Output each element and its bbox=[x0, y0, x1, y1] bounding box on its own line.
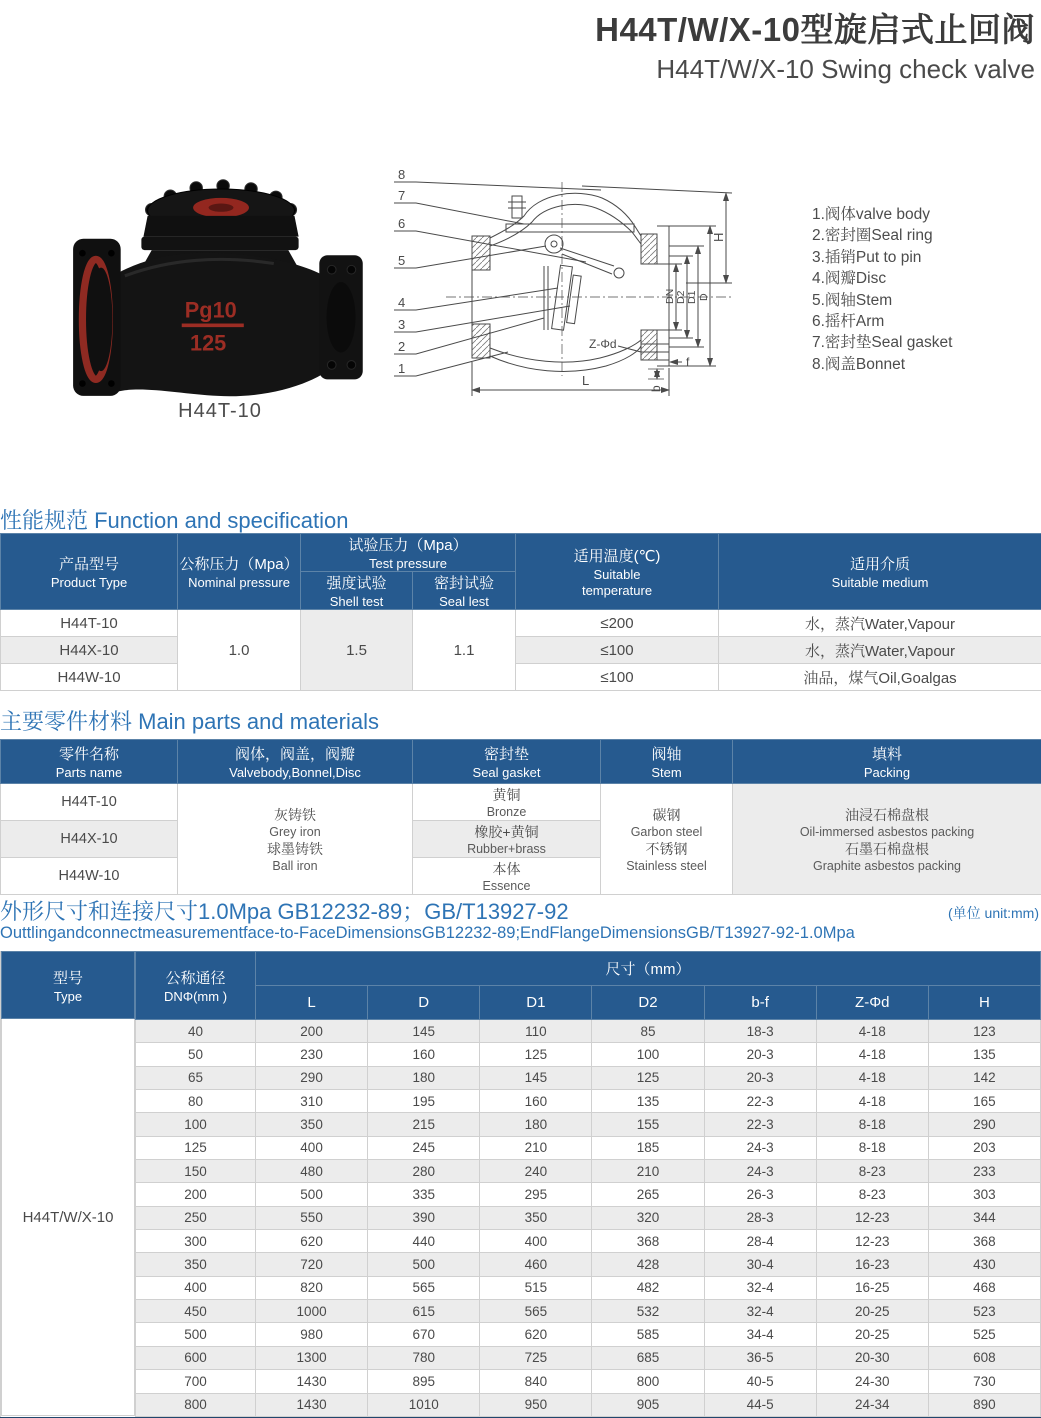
table-row bbox=[1, 610, 1041, 637]
col-product-type: 产品型号 Product Type bbox=[1, 534, 178, 610]
cell-zphid: 16-23 bbox=[816, 1253, 928, 1276]
cell-bf: 22-3 bbox=[704, 1113, 816, 1136]
cell-D: 670 bbox=[368, 1323, 480, 1346]
cell-L: 1430 bbox=[256, 1393, 368, 1416]
parts-list-item: 7.密封垫Seal gasket bbox=[812, 334, 953, 352]
cell-D1: 565 bbox=[480, 1300, 592, 1323]
table-row bbox=[136, 1393, 1041, 1416]
cell-L: 1000 bbox=[256, 1300, 368, 1323]
cell-D1: 295 bbox=[480, 1183, 592, 1206]
table-row bbox=[136, 1206, 1041, 1229]
cell-bf: 36-5 bbox=[704, 1346, 816, 1369]
cell-D2: 585 bbox=[592, 1323, 704, 1346]
cell-medium: 水，蒸汽Water,Vapour bbox=[719, 610, 1041, 637]
cell-D1: 110 bbox=[480, 1020, 592, 1043]
cell-nominal-pressure: 1.0 bbox=[178, 610, 301, 691]
col-nominal-diameter: 公称通径 DNΦ(mm ) bbox=[136, 952, 256, 1020]
cell-L: 200 bbox=[256, 1020, 368, 1043]
cell-D1: 950 bbox=[480, 1393, 592, 1416]
cell-H: 608 bbox=[928, 1346, 1040, 1369]
cell-bf: 40-5 bbox=[704, 1370, 816, 1393]
svg-text:125: 125 bbox=[190, 330, 227, 356]
svg-text:L: L bbox=[582, 373, 590, 388]
col-seal-test: 密封试验 Seal lest bbox=[413, 572, 516, 610]
svg-text:D: D bbox=[698, 293, 710, 301]
cell-D1: 515 bbox=[480, 1276, 592, 1299]
cell-D1: 840 bbox=[480, 1370, 592, 1393]
col-test-pressure: 试验压力（Mpa） Test pressure bbox=[301, 534, 516, 572]
cell-D: 615 bbox=[368, 1300, 480, 1323]
cell-H: 290 bbox=[928, 1113, 1040, 1136]
svg-text:D1: D1 bbox=[686, 290, 698, 304]
table-row bbox=[1, 637, 1041, 664]
cell-L: 720 bbox=[256, 1253, 368, 1276]
svg-text:8: 8 bbox=[398, 167, 406, 182]
cell-seal-test: 1.1 bbox=[413, 610, 516, 691]
cell-zphid: 12-23 bbox=[816, 1206, 928, 1229]
cell-zphid: 20-25 bbox=[816, 1300, 928, 1323]
cell-dn: 300 bbox=[136, 1230, 256, 1253]
table-row bbox=[136, 1090, 1041, 1113]
cell-gasket-material: 黄铜 Bronze bbox=[413, 784, 601, 821]
diagram-callout-numbers bbox=[398, 167, 405, 376]
table-row bbox=[136, 1276, 1041, 1299]
cell-D1: 240 bbox=[480, 1160, 592, 1183]
cell-dn: 250 bbox=[136, 1206, 256, 1229]
cell-D1: 460 bbox=[480, 1253, 592, 1276]
col-nominal-pressure: 公称压力（Mpa） Nominal pressure bbox=[178, 534, 301, 610]
cell-temp: ≤100 bbox=[516, 664, 719, 691]
parts-list-item: 5.阀轴Stem bbox=[812, 291, 893, 309]
cell-D: 215 bbox=[368, 1113, 480, 1136]
cell-D2: 368 bbox=[592, 1230, 704, 1253]
valve-photo bbox=[64, 158, 376, 398]
col-suitable-temperature: 适用温度(℃) Suitable temperature bbox=[516, 534, 719, 610]
cell-stem-material: 碳钢 Garbon steel 不锈钢 Stainless steel bbox=[601, 784, 733, 895]
cell-H: 203 bbox=[928, 1136, 1040, 1159]
cell-zphid: 20-30 bbox=[816, 1346, 928, 1369]
cell-zphid: 4-18 bbox=[816, 1066, 928, 1089]
svg-text:D2: D2 bbox=[675, 290, 687, 304]
cell-gasket-material: 橡胶+黄铜 Rubber+brass bbox=[413, 821, 601, 858]
cell-dn: 65 bbox=[136, 1066, 256, 1089]
col-dimension: D1 bbox=[480, 986, 592, 1020]
table-row bbox=[136, 1066, 1041, 1089]
table-row bbox=[136, 1370, 1041, 1393]
table-row bbox=[136, 1300, 1041, 1323]
dimensions-table bbox=[0, 951, 1041, 1418]
table-row bbox=[136, 1183, 1041, 1206]
cell-packing-material: 油浸石棉盘根 Oil-immersed asbestos packing 石墨石棉盘根 Graphite asbestos packing bbox=[733, 784, 1041, 895]
col-dimension: Z-Φd bbox=[816, 986, 928, 1020]
cell-D1: 125 bbox=[480, 1043, 592, 1066]
cell-D: 280 bbox=[368, 1160, 480, 1183]
cell-H: 430 bbox=[928, 1253, 1040, 1276]
cell-zphid: 4-18 bbox=[816, 1090, 928, 1113]
table-row bbox=[136, 1043, 1041, 1066]
cell-H: 303 bbox=[928, 1183, 1040, 1206]
cell-L: 350 bbox=[256, 1113, 368, 1136]
svg-text:b: b bbox=[649, 385, 663, 392]
cell-L: 1430 bbox=[256, 1370, 368, 1393]
cell-D2: 905 bbox=[592, 1393, 704, 1416]
cell-L: 1300 bbox=[256, 1346, 368, 1369]
cell-bf: 18-3 bbox=[704, 1020, 816, 1043]
cell-H: 890 bbox=[928, 1393, 1040, 1416]
page-header bbox=[595, 4, 1035, 85]
dims-unit-note: (单位 unit:mm) bbox=[948, 905, 1039, 921]
cell-dn: 400 bbox=[136, 1276, 256, 1299]
svg-text:6: 6 bbox=[398, 216, 406, 231]
cell-temp: ≤200 bbox=[516, 610, 719, 637]
cell-L: 400 bbox=[256, 1136, 368, 1159]
table-row bbox=[136, 1020, 1041, 1043]
col-suitable-medium: 适用介质 Suitable medium bbox=[719, 534, 1041, 610]
table-row bbox=[136, 1323, 1041, 1346]
svg-text:7: 7 bbox=[398, 188, 406, 203]
cell-dn: 50 bbox=[136, 1043, 256, 1066]
cell-D1: 180 bbox=[480, 1113, 592, 1136]
cell-zphid: 8-18 bbox=[816, 1113, 928, 1136]
cell-L: 290 bbox=[256, 1066, 368, 1089]
svg-text:H: H bbox=[711, 232, 726, 242]
table-row bbox=[136, 1253, 1041, 1276]
cell-D: 780 bbox=[368, 1346, 480, 1369]
cell-D1: 725 bbox=[480, 1346, 592, 1369]
col-dimension: D bbox=[368, 986, 480, 1020]
cell-dn: 500 bbox=[136, 1323, 256, 1346]
cell-H: 525 bbox=[928, 1323, 1040, 1346]
cell-bf: 24-3 bbox=[704, 1136, 816, 1159]
cell-H: 523 bbox=[928, 1300, 1040, 1323]
svg-text:1: 1 bbox=[398, 361, 406, 376]
cell-D1: 160 bbox=[480, 1090, 592, 1113]
parts-list-item: 6.摇杆Arm bbox=[812, 313, 885, 331]
cell-L: 980 bbox=[256, 1323, 368, 1346]
cell-bf: 20-3 bbox=[704, 1043, 816, 1066]
cell-zphid: 16-25 bbox=[816, 1276, 928, 1299]
cell-gasket-material: 本体 Essence bbox=[413, 858, 601, 895]
spec-section-title: 性能规范 Function and specification bbox=[0, 508, 349, 533]
col-shell-test: 强度试验 Shell test bbox=[301, 572, 413, 610]
col-packing: 填料 Packing bbox=[733, 740, 1041, 784]
cell-D2: 320 bbox=[592, 1206, 704, 1229]
cell-D2: 85 bbox=[592, 1020, 704, 1043]
cell-H: 123 bbox=[928, 1020, 1040, 1043]
parts-list bbox=[812, 204, 952, 375]
cell-bf: 32-4 bbox=[704, 1276, 816, 1299]
cell-bf: 26-3 bbox=[704, 1183, 816, 1206]
col-valvebody-bonnet-disc: 阀体，阀盖，阀瓣 Valvebody,Bonnel,Disc bbox=[178, 740, 413, 784]
cell-D: 895 bbox=[368, 1370, 480, 1393]
cell-medium: 水，蒸汽Water,Vapour bbox=[719, 637, 1041, 664]
parts-list-item: 3.插销Put to pin bbox=[812, 248, 922, 266]
cell-L: 310 bbox=[256, 1090, 368, 1113]
cell-dn: 150 bbox=[136, 1160, 256, 1183]
cell-bf: 22-3 bbox=[704, 1090, 816, 1113]
cell-dn: 80 bbox=[136, 1090, 256, 1113]
cell-D: 160 bbox=[368, 1043, 480, 1066]
materials-section-title: 主要零件材料 Main parts and materials bbox=[0, 709, 379, 734]
spec-table bbox=[0, 533, 1041, 691]
cell-D1: 400 bbox=[480, 1230, 592, 1253]
cell-dn: 125 bbox=[136, 1136, 256, 1159]
cell-D2: 428 bbox=[592, 1253, 704, 1276]
cell-D: 440 bbox=[368, 1230, 480, 1253]
page-subtitle: H44T/W/X-10 Swing check valve bbox=[656, 54, 1035, 84]
valve-diagram bbox=[386, 166, 816, 404]
svg-text:Z-Φd: Z-Φd bbox=[589, 337, 617, 351]
cell-zphid: 4-18 bbox=[816, 1020, 928, 1043]
cell-H: 344 bbox=[928, 1206, 1040, 1229]
col-dimension: b-f bbox=[704, 986, 816, 1020]
cell-D2: 800 bbox=[592, 1370, 704, 1393]
cell-dn: 700 bbox=[136, 1370, 256, 1393]
cell-temp: ≤100 bbox=[516, 637, 719, 664]
cell-zphid: 8-23 bbox=[816, 1183, 928, 1206]
cell-bf: 44-5 bbox=[704, 1393, 816, 1416]
dims-section-title: 外形尺寸和连接尺寸1.0Mpa GB12232-89；GB/T13927-92 bbox=[0, 899, 569, 924]
cell-D1: 350 bbox=[480, 1206, 592, 1229]
cell-zphid: 12-23 bbox=[816, 1230, 928, 1253]
cell-type: H44W-10 bbox=[1, 664, 178, 691]
cell-H: 468 bbox=[928, 1276, 1040, 1299]
svg-text:5: 5 bbox=[398, 253, 406, 268]
cell-H: 233 bbox=[928, 1160, 1040, 1183]
cell-type-value: H44T/W/X-10 bbox=[1, 1019, 135, 1416]
cell-D2: 210 bbox=[592, 1160, 704, 1183]
table-row bbox=[1, 664, 1041, 691]
cell-D2: 135 bbox=[592, 1090, 704, 1113]
table-row bbox=[136, 1113, 1041, 1136]
table-row bbox=[136, 1230, 1041, 1253]
cell-type: H44X-10 bbox=[1, 637, 178, 664]
col-dimension: L bbox=[256, 986, 368, 1020]
type-column bbox=[0, 951, 135, 1417]
cell-D: 335 bbox=[368, 1183, 480, 1206]
cell-L: 480 bbox=[256, 1160, 368, 1183]
cell-bf: 28-4 bbox=[704, 1230, 816, 1253]
cell-dn: 40 bbox=[136, 1020, 256, 1043]
cell-D: 565 bbox=[368, 1276, 480, 1299]
cell-bf: 34-4 bbox=[704, 1323, 816, 1346]
cell-zphid: 20-25 bbox=[816, 1323, 928, 1346]
page-title: H44T/W/X-10型旋启式止回阀 bbox=[595, 11, 1035, 48]
cell-D: 245 bbox=[368, 1136, 480, 1159]
table-row bbox=[136, 1346, 1041, 1369]
cell-L: 820 bbox=[256, 1276, 368, 1299]
cell-D: 390 bbox=[368, 1206, 480, 1229]
cell-dn: 800 bbox=[136, 1393, 256, 1416]
cell-D2: 125 bbox=[592, 1066, 704, 1089]
svg-text:2: 2 bbox=[398, 339, 406, 354]
cell-type: H44W-10 bbox=[1, 858, 178, 895]
col-seal-gasket: 密封垫 Seal gasket bbox=[413, 740, 601, 784]
cell-zphid: 4-18 bbox=[816, 1043, 928, 1066]
cell-D: 500 bbox=[368, 1253, 480, 1276]
cell-type: H44X-10 bbox=[1, 821, 178, 858]
cell-dn: 200 bbox=[136, 1183, 256, 1206]
cell-dn: 450 bbox=[136, 1300, 256, 1323]
cell-D1: 145 bbox=[480, 1066, 592, 1089]
cell-bf: 20-3 bbox=[704, 1066, 816, 1089]
cell-type: H44T-10 bbox=[1, 784, 178, 821]
cell-D2: 532 bbox=[592, 1300, 704, 1323]
cell-D2: 155 bbox=[592, 1113, 704, 1136]
table-row bbox=[136, 1136, 1041, 1159]
cell-L: 620 bbox=[256, 1230, 368, 1253]
cell-D2: 482 bbox=[592, 1276, 704, 1299]
cell-D2: 265 bbox=[592, 1183, 704, 1206]
cell-body-material: 灰铸铁 Grey iron 球墨铸铁 Ball iron bbox=[178, 784, 413, 895]
col-size-mm: 尺寸（mm） bbox=[256, 952, 1041, 986]
parts-list-item: 8.阀盖Bonnet bbox=[812, 355, 906, 373]
cell-H: 135 bbox=[928, 1043, 1040, 1066]
col-parts-name: 零件名称 Parts name bbox=[1, 740, 178, 784]
photo-caption: H44T-10 bbox=[178, 400, 262, 422]
cell-D1: 210 bbox=[480, 1136, 592, 1159]
svg-text:DN: DN bbox=[664, 288, 676, 304]
cell-zphid: 24-30 bbox=[816, 1370, 928, 1393]
svg-text:Pg10: Pg10 bbox=[184, 297, 237, 323]
right-flange bbox=[319, 255, 362, 379]
cell-dn: 100 bbox=[136, 1113, 256, 1136]
cell-D2: 185 bbox=[592, 1136, 704, 1159]
cell-bf: 30-4 bbox=[704, 1253, 816, 1276]
cell-shell-test: 1.5 bbox=[301, 610, 413, 691]
cell-L: 550 bbox=[256, 1206, 368, 1229]
cell-zphid: 8-23 bbox=[816, 1160, 928, 1183]
cell-D: 1010 bbox=[368, 1393, 480, 1416]
left-flange bbox=[73, 239, 121, 396]
cell-D1: 620 bbox=[480, 1323, 592, 1346]
dims-section-subtitle: Outtlingandconnectmeasurementface-to-FaceDimensionsGB12232-89;EndFlangeDimensionsGB/T13927-92-1.0Mpa bbox=[0, 924, 855, 942]
svg-text:4: 4 bbox=[398, 295, 406, 310]
materials-table bbox=[0, 739, 1041, 895]
table-row bbox=[1, 784, 1041, 821]
cell-bf: 24-3 bbox=[704, 1160, 816, 1183]
cell-H: 142 bbox=[928, 1066, 1040, 1089]
table-row bbox=[136, 1160, 1041, 1183]
parts-list-item: 4.阀瓣Disc bbox=[812, 270, 887, 288]
cell-D2: 100 bbox=[592, 1043, 704, 1066]
cell-D: 195 bbox=[368, 1090, 480, 1113]
cell-type: H44T-10 bbox=[1, 610, 178, 637]
parts-list-item: 2.密封圈Seal ring bbox=[812, 227, 933, 245]
cell-H: 730 bbox=[928, 1370, 1040, 1393]
cell-D: 145 bbox=[368, 1020, 480, 1043]
cell-L: 500 bbox=[256, 1183, 368, 1206]
col-dimension: D2 bbox=[592, 986, 704, 1020]
cell-H: 368 bbox=[928, 1230, 1040, 1253]
svg-text:3: 3 bbox=[398, 317, 406, 332]
cell-dn: 350 bbox=[136, 1253, 256, 1276]
parts-list-item: 1.阀体valve body bbox=[812, 206, 931, 223]
cell-zphid: 8-18 bbox=[816, 1136, 928, 1159]
col-type: 型号 Type bbox=[1, 951, 135, 1019]
col-dimension: H bbox=[928, 986, 1040, 1020]
col-stem: 阀轴 Stem bbox=[601, 740, 733, 784]
cell-D: 180 bbox=[368, 1066, 480, 1089]
cell-L: 230 bbox=[256, 1043, 368, 1066]
cell-dn: 600 bbox=[136, 1346, 256, 1369]
cell-medium: 油品，煤气Oil,Goalgas bbox=[719, 664, 1041, 691]
cell-D2: 685 bbox=[592, 1346, 704, 1369]
svg-text:f: f bbox=[686, 355, 690, 369]
cell-bf: 32-4 bbox=[704, 1300, 816, 1323]
cell-H: 165 bbox=[928, 1090, 1040, 1113]
cell-bf: 28-3 bbox=[704, 1206, 816, 1229]
cell-zphid: 24-34 bbox=[816, 1393, 928, 1416]
